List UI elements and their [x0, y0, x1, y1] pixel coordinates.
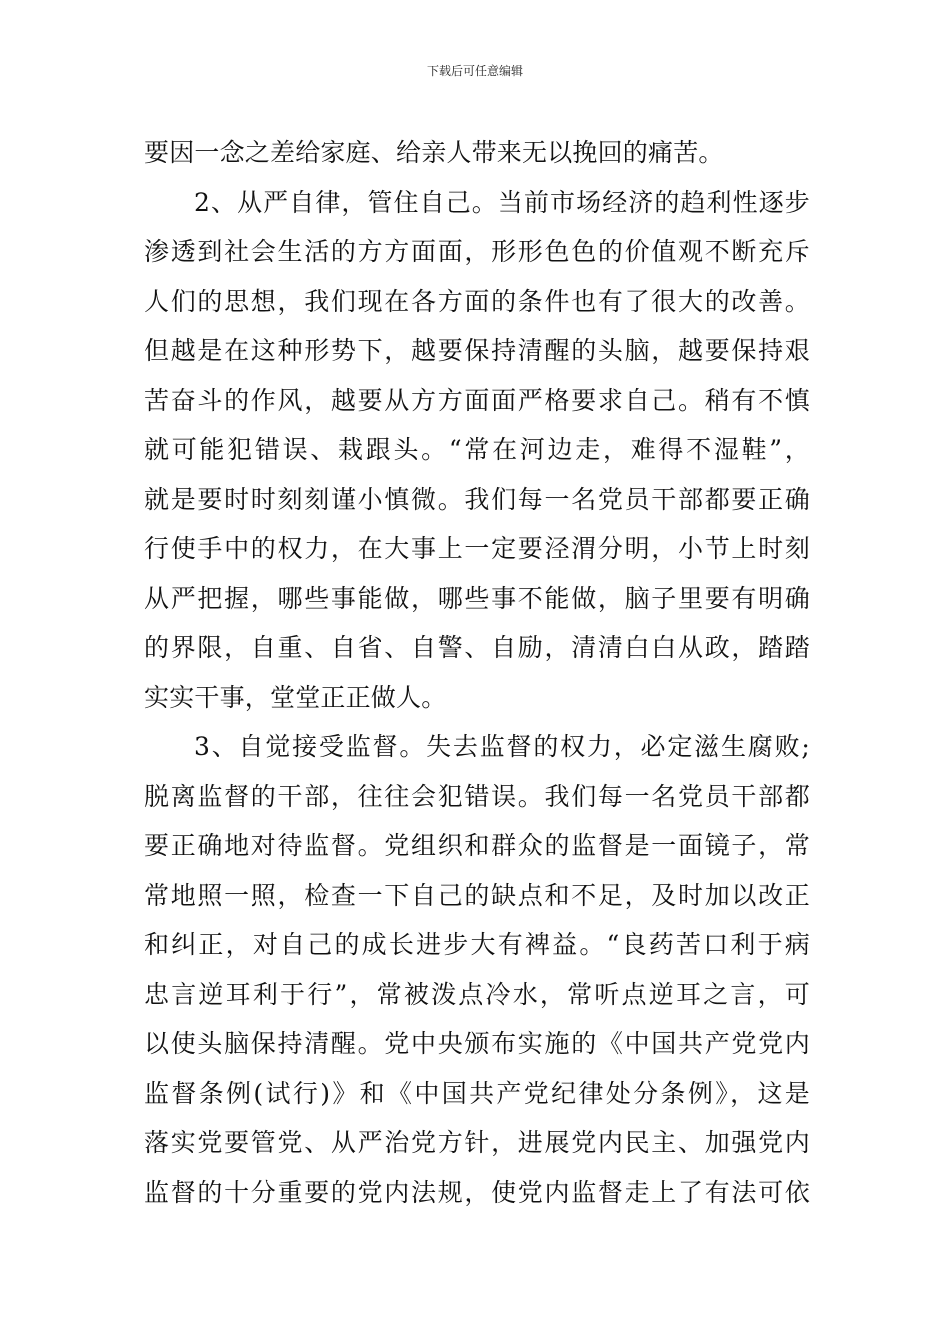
text-line: 就可能犯错误、栽跟头。“常在河边走，难得不湿鞋”，	[144, 435, 810, 464]
text-line: 忠言逆耳利于行”，常被泼点冷水，常听点逆耳之言，可	[144, 979, 810, 1009]
text-line: 行使手中的权力，在大事上一定要泾渭分明，小节上时刻	[144, 534, 810, 563]
text-line: 落实党要管党、从严治党方针，进展党内民主、加强党内	[144, 1128, 810, 1157]
page-header-note: 下载后可任意编辑	[426, 64, 523, 78]
text-line: 从严把握，哪些事能做，哪些事不能做，脑子里要有明确	[144, 583, 810, 613]
text-line: 实实干事，堂堂正正做人。	[144, 682, 447, 712]
paragraph-2-first-line: 2、从严自律，管住自己。当前市场经济的趋利性逐步	[194, 187, 810, 217]
text-line: 要因一念之差给家庭、给亲人带来无以挽回的痛苦。	[144, 138, 724, 167]
text-line: 监督条例(试行)》和《中国共产党纪律处分条例》，这是	[144, 1078, 810, 1108]
text-line: 常地照一照，检查一下自己的缺点和不足，及时加以改正	[144, 880, 810, 910]
text-line: 苦奋斗的作风，越要从方方面面严格要求自己。稍有不慎	[144, 385, 810, 415]
body-text	[144, 128, 810, 1217]
text-line: 渗透到社会生活的方方面面，形形色色的价值观不断充斥	[144, 237, 810, 266]
text-line: 就是要时时刻刻谨小慎微。我们每一名党员干部都要正确	[144, 484, 810, 514]
text-line: 但越是在这种形势下，越要保持清醒的头脑，越要保持艰	[144, 336, 810, 365]
text-line: 要正确地对待监督。党组织和群众的监督是一面镜子，常	[144, 831, 810, 860]
text-line: 的界限，自重、自省、自警、自励，清清白白从政，踏踏	[144, 633, 810, 662]
text-line: 人们的思想，我们现在各方面的条件也有了很大的改善。	[144, 286, 810, 316]
text-line: 以使头脑保持清醒。党中央颁布实施的《中国共产党党内	[144, 1029, 810, 1058]
text-line: 和纠正，对自己的成长进步大有裨益。“良药苦口利于病	[144, 930, 810, 959]
paragraph-3-first-line: 3、自觉接受监督。失去监督的权力，必定滋生腐败;	[194, 732, 810, 761]
text-line: 监督的十分重要的党内法规，使党内监督走上了有法可依	[144, 1177, 810, 1207]
text-line: 脱离监督的干部，往往会犯错误。我们每一名党员干部都	[144, 781, 810, 811]
